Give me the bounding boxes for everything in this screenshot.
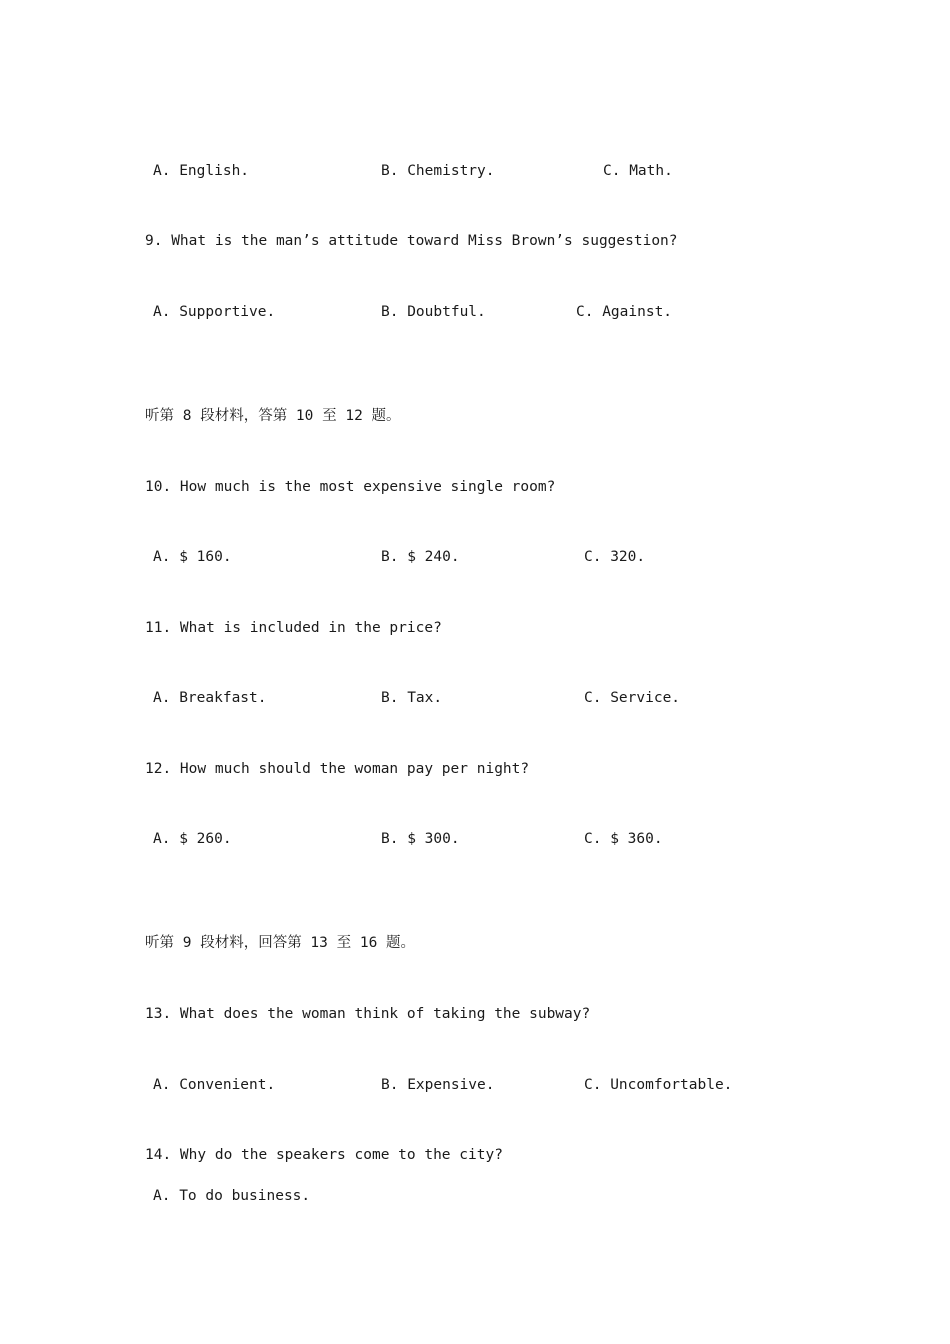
q9-option-a: A. Supportive. <box>153 304 276 320</box>
q13-option-a: A. Convenient. <box>153 1077 276 1093</box>
q10-option-c: C. 320. <box>584 549 646 565</box>
q9-option-b: B. Doubtful. <box>381 304 486 320</box>
section-9-heading: 听第 9 段材料，回答第 13 至 16 题。 <box>145 935 416 951</box>
section-8-heading: 听第 8 段材料，答第 10 至 12 题。 <box>145 408 401 424</box>
q10-option-b: B. $ 240. <box>381 549 460 565</box>
q13-option-c: C. Uncomfortable. <box>584 1077 733 1093</box>
q12-option-a: A. $ 260. <box>153 831 232 847</box>
q13-option-b: B. Expensive. <box>381 1077 495 1093</box>
q11-option-c: C. Service. <box>584 690 681 706</box>
q12-question: 12. How much should the woman pay per night? <box>145 761 530 777</box>
q9-option-c: C. Against. <box>576 304 673 320</box>
q11-option-b: B. Tax. <box>381 690 443 706</box>
q13-question: 13. What does the woman think of taking the subway? <box>145 1006 591 1022</box>
q14-option-a: A. To do business. <box>153 1188 311 1204</box>
q14-question: 14. Why do the speakers come to the city? <box>145 1147 503 1163</box>
q8-option-b: B. Chemistry. <box>381 163 495 179</box>
q10-option-a: A. $ 160. <box>153 549 232 565</box>
q10-question: 10. How much is the most expensive single room? <box>145 479 556 495</box>
q9-question: 9. What is the man’s attitude toward Miss Brown’s suggestion? <box>145 233 678 249</box>
q11-question: 11. What is included in the price? <box>145 620 442 636</box>
q8-option-a: A. English. <box>153 163 250 179</box>
q11-option-a: A. Breakfast. <box>153 690 267 706</box>
q12-option-b: B. $ 300. <box>381 831 460 847</box>
q12-option-c: C. $ 360. <box>584 831 663 847</box>
q8-option-c: C. Math. <box>603 163 673 179</box>
